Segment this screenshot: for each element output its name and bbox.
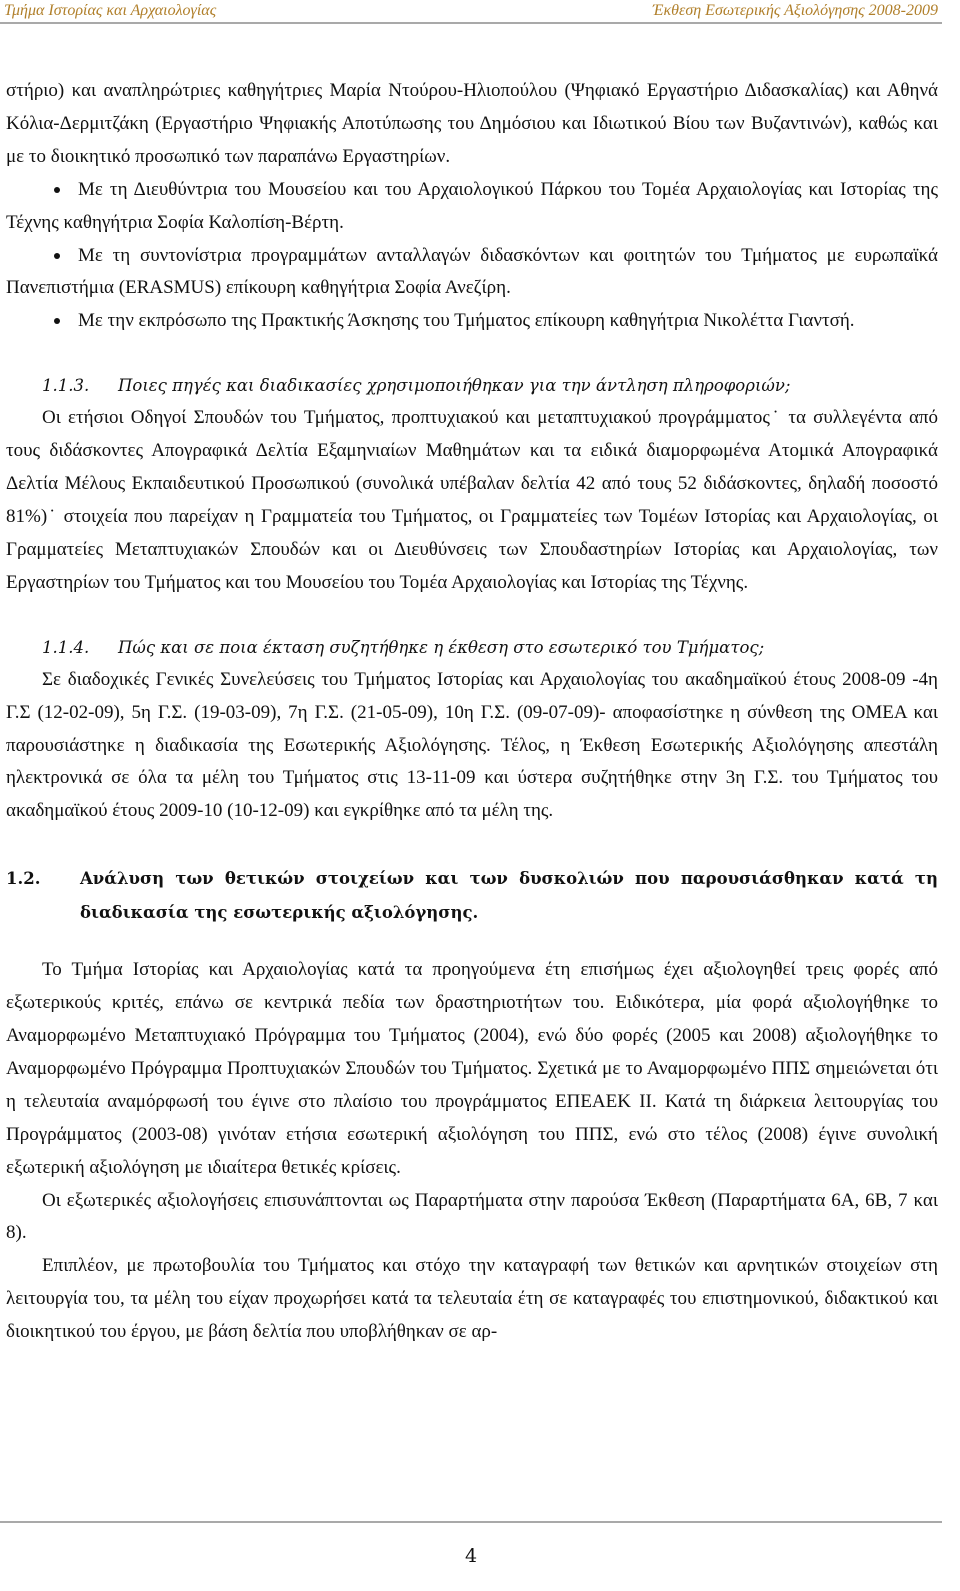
bullet-icon [54,253,60,259]
bullet-item [6,240,938,306]
page-number: 4 [464,1545,478,1567]
bullet-icon [54,318,60,324]
bullet-item [6,174,938,240]
footer-rule [0,1521,942,1523]
bullet-text: Με τη Διευθύντρια του Μουσείου και του Αρχαιολογικού Πάρκου του Τομέα Αρχαιολογίας και Ιστορίας της Τέχνης καθηγήτρια Σοφία Καλοπίση-Βέρτη. [6,178,938,233]
header-rule [0,22,942,24]
bullet-text: Με τη συντονίστρια προγραμμάτων ανταλλαγών διδασκόντων και φοιτητών του Τμήματος με ευρωπαϊκά Πανεπιστήμια (ERASMUS) επίκουρη καθηγήτρια Σοφία Ανεζίρη. [6,244,938,299]
subsection-heading-114 [6,632,938,664]
spacer [6,930,938,954]
section-paragraph: Επιπλέον, με πρωτοβουλία του Τμήματος και στόχο την καταγραφή των θετικών και αρνητικών στοιχείων στη λειτουργία του, τα μέλη του είχαν προχωρήσει κατά τα τελευταία έτη σε καταγραφές του επιστημονικού, διδακτικού και διοικητικού του έργου, με βάση δελτία που υποβλήθηκαν σε αρ- [6,1255,938,1343]
section-number: 1.2. [6,869,41,889]
intro-paragraph: στήριο) και αναπληρώτριες καθηγήτριες Μαρία Ντούρου-Ηλιοπούλου (Ψηφιακό Εργαστήριο Διδασκαλίας) και Αθηνά Κόλια-Δερμιτζάκη (Εργαστήριο Ψηφιακής Αποτύπωσης του Δημόσιου και Ιδιωτικού Βίου των Βυζαντινών), καθώς και με το διοικητικό προσωπικό των παραπάνω Εργαστηρίων. [6,80,938,167]
spacer [6,600,938,632]
bullet-icon [54,187,60,193]
section-paragraph: Οι εξωτερικές αξιολογήσεις επισυνάπτονται ως Παραρτήματα στην παρούσα Έκθεση (Παραρτήματα 6Α, 6Β, 7 και 8). [6,1189,938,1244]
subsection-paragraph-113: Οι ετήσιοι Οδηγοί Σπουδών του Τμήματος, προπτυχιακού και μεταπτυχιακού προγράμματος˙ τα συλλεγέντα από τους διδάσκοντες Απογραφικά Δελτία Εξαμηνιαίων Μαθημάτων και τα ειδικά διαμορφωμένα Ατομικά Απογραφικά Δελτία Μέλους Εκπαιδευτικού Προσωπικού (συνολικά υπέβαλαν δελτία 42 από τους 52 διδάσκοντες, δηλαδή ποσοστό 81%)˙ στοιχεία που παρείχαν η Γραμματεία του Τμήματος, οι Γραμματείες των Τομέων Ιστορίας και Αρχαιολογίας, οι Γραμματείες Μεταπτυχιακών Σπουδών και οι Διευθύνσεις των Σπουδαστηρίων Ιστορίας και Αρχαιολογίας, των Εργαστηρίων του Τμήματος και του Μουσείου του Τομέα Αρχαιολογίας και Ιστορίας της Τέχνης. [6,407,938,593]
section-paragraph: Το Τμήμα Ιστορίας και Αρχαιολογίας κατά τα προηγούμενα έτη επισήμως έχει αξιολογηθεί τρεις φορές από εξωτερικούς κριτές, επάνω σε κεντρικά πεδία των δραστηριοτήτων του. Ειδικότερα, μία φορά αξιολογήθηκε το Αναμορφωμένο Μεταπτυχιακό Πρόγραμμα του Τμήματος (2004), ενώ δύο φορές (2005 και 2008) αξιολογήθηκε το Αναμορφωμένο Πρόγραμμα Προπτυχιακών Σπουδών του Τμήματος. Σχετικά με το Αναμορφωμένο ΠΠΣ σημειώνεται ότι η τελευταία αναμόρφωσή του έγινε στο πλαίσιο του προγράμματος ΕΠΕΑΕΚ ΙΙ. Κατά τη διάρκεια λειτουργίας του Προγράμματος (2003-08) γινόταν ετήσια εσωτερική αξιολόγηση του ΠΠΣ, ενώ στο τέλος (2008) έγινε συνολική εξωτερική αξιολόγηση με ιδιαίτερα θετικές κρίσεις. [6,959,938,1178]
header-report-title: Έκθεση Εσωτερικής Αξιολόγησης 2008-2009 [652,2,938,19]
page-header [0,0,960,20]
bullet-item [6,305,938,338]
subsection-number: 1.1.4. [42,637,90,657]
bullet-text: Με την εκπρόσωπο της Πρακτικής Άσκησης του Τμήματος επίκουρη καθηγήτρια Νικολέττα Γιαντσή. [78,310,855,332]
subsection-heading-113 [6,370,938,402]
subsection-title: Ποιες πηγές και διαδικασίες χρησιμοποιήθηκαν για την άντληση πληροφοριών; [118,376,791,396]
section-title: Ανάλυση των θετικών στοιχείων και των δυσκολιών που παρουσιάσθηκαν κατά τη διαδικασία της εσωτερικής αξιολόγησης. [80,869,938,923]
spacer [6,338,938,370]
spacer [6,828,938,862]
section-heading-12 [6,862,938,930]
header-department: Τμήμα Ιστορίας και Αρχαιολογίας [4,2,217,19]
subsection-number: 1.1.3. [42,376,90,396]
page-body [6,75,938,1349]
subsection-paragraph-114: Σε διαδοχικές Γενικές Συνελεύσεις του Τμήματος Ιστορίας και Αρχαιολογίας του ακαδημαϊκού έτους 2008-09 -4η Γ.Σ (12-02-09), 5η Γ.Σ. (19-03-09), 7η Γ.Σ. (21-05-09), 10η Γ.Σ. (09-07-09)- αποφασίστηκε η σύνθεση της ΟΜΕΑ και παρουσιάστηκε η διαδικασία της Εσωτερικής Αξιολόγησης. Τέλος, η Έκθεση Εσωτερικής Αξιολόγησης απεστάλη ηλεκτρονικά σε όλα τα μέλη του Τμήματος στις 13-11-09 και ύστερα συζητήθηκε στην 3η Γ.Σ. του Τμήματος του ακαδημαϊκού έτους 2009-10 (10-12-09) και εγκρίθηκε από τα μέλη της. [6,668,938,822]
subsection-title: Πώς και σε ποια έκταση συζητήθηκε η έκθεση στο εσωτερικό του Τμήματος; [118,637,765,657]
